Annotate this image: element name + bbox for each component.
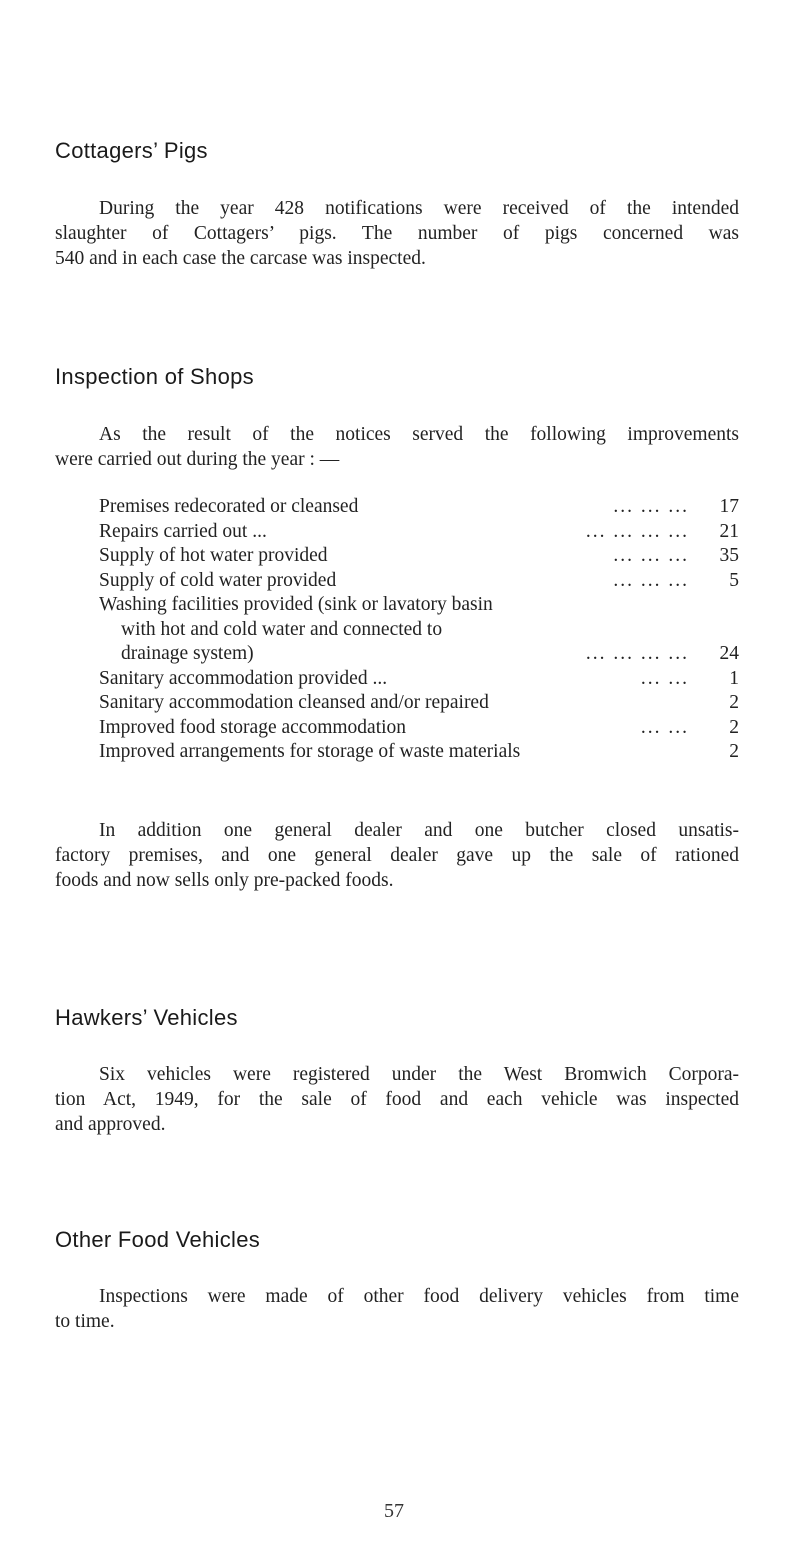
- item-label-continued: with hot and cold water and connected to: [121, 618, 443, 640]
- paragraph-line: 540 and in each case the carcase was inspected.: [55, 248, 426, 269]
- item-value: 1: [729, 667, 739, 689]
- item-value: 2: [729, 741, 739, 762]
- list-item: [99, 569, 739, 594]
- paragraph-shops-intro: [55, 422, 739, 472]
- item-value: 17: [719, 496, 739, 517]
- paragraph-line: tion Act, 1949, for the sale of food and each vehicle was inspected: [55, 1089, 739, 1110]
- paragraph-line: Inspections were made of other food delivery vehicles from time: [99, 1286, 739, 1307]
- list-item: [99, 740, 739, 765]
- item-label: Sanitary accommodation cleansed and/or repaired: [99, 692, 489, 713]
- item-value: 35: [719, 545, 739, 566]
- paragraph-shops-closing: [55, 818, 739, 893]
- item-label: Improved food storage accommodation: [99, 716, 407, 738]
- paragraph-line: In addition one general dealer and one butcher closed unsatis-: [99, 820, 739, 841]
- list-item: [99, 716, 739, 741]
- item-label: Supply of cold water provided: [99, 569, 337, 591]
- item-value: 5: [729, 569, 739, 591]
- paragraph-other-food-vehicles: [55, 1284, 739, 1334]
- list-item: [99, 593, 739, 667]
- paragraph-line: slaughter of Cottagers’ pigs. The number of pigs concerned was: [55, 223, 739, 244]
- item-value: 21: [719, 520, 739, 542]
- leader-dots: ... ... ... ...: [585, 520, 689, 542]
- paragraph-line: were carried out during the year : —: [55, 449, 340, 470]
- paragraph-line: foods and now sells only pre-packed foods.: [55, 870, 394, 891]
- leader-dots: ... ... ...: [613, 569, 689, 591]
- list-item: [99, 544, 739, 569]
- leader-dots: ... ... ...: [613, 496, 689, 517]
- item-value: 2: [729, 692, 739, 713]
- heading-inspection-of-shops: Inspection of Shops: [55, 364, 254, 389]
- item-label: Improved arrangements for storage of waste materials: [99, 741, 521, 762]
- list-item: [99, 667, 739, 692]
- list-item: [99, 495, 739, 520]
- paragraph-line: As the result of the notices served the following improvements: [99, 424, 739, 445]
- paragraph-hawkers-vehicles: [55, 1062, 739, 1137]
- leader-dots: ... ...: [640, 667, 689, 689]
- paragraph-line: During the year 428 notifications were received of the intended: [99, 198, 739, 219]
- heading-hawkers-vehicles: Hawkers’ Vehicles: [55, 1005, 238, 1030]
- heading-other-food-vehicles: Other Food Vehicles: [55, 1227, 261, 1252]
- item-label: Supply of hot water provided: [99, 545, 328, 566]
- item-value: 2: [729, 716, 739, 738]
- page-number: 57: [384, 1500, 404, 1522]
- paragraph-line: to time.: [55, 1311, 115, 1332]
- leader-dots: ... ...: [640, 716, 689, 738]
- heading-cottagers-pigs: Cottagers’ Pigs: [55, 138, 208, 163]
- item-value: 24: [719, 643, 739, 664]
- leader-dots: ... ... ...: [613, 545, 689, 566]
- list-item-last-line: [99, 642, 739, 667]
- item-label: Washing facilities provided (sink or lavatory basin: [99, 594, 493, 615]
- item-label: Sanitary accommodation provided ...: [99, 667, 388, 689]
- paragraph-cottagers-pigs: [55, 196, 739, 271]
- item-label-continued: drainage system): [121, 643, 254, 664]
- improvements-list: [99, 495, 739, 765]
- list-item: [99, 691, 739, 716]
- paragraph-line: and approved.: [55, 1114, 166, 1135]
- list-item: [99, 520, 739, 545]
- item-label: Premises redecorated or cleansed: [99, 496, 359, 517]
- leader-dots: ... ... ... ...: [585, 643, 689, 664]
- paragraph-line: factory premises, and one general dealer gave up the sale of rationed: [55, 845, 739, 866]
- paragraph-line: Six vehicles were registered under the West Bromwich Corpora-: [99, 1064, 739, 1085]
- item-label: Repairs carried out ...: [99, 520, 267, 542]
